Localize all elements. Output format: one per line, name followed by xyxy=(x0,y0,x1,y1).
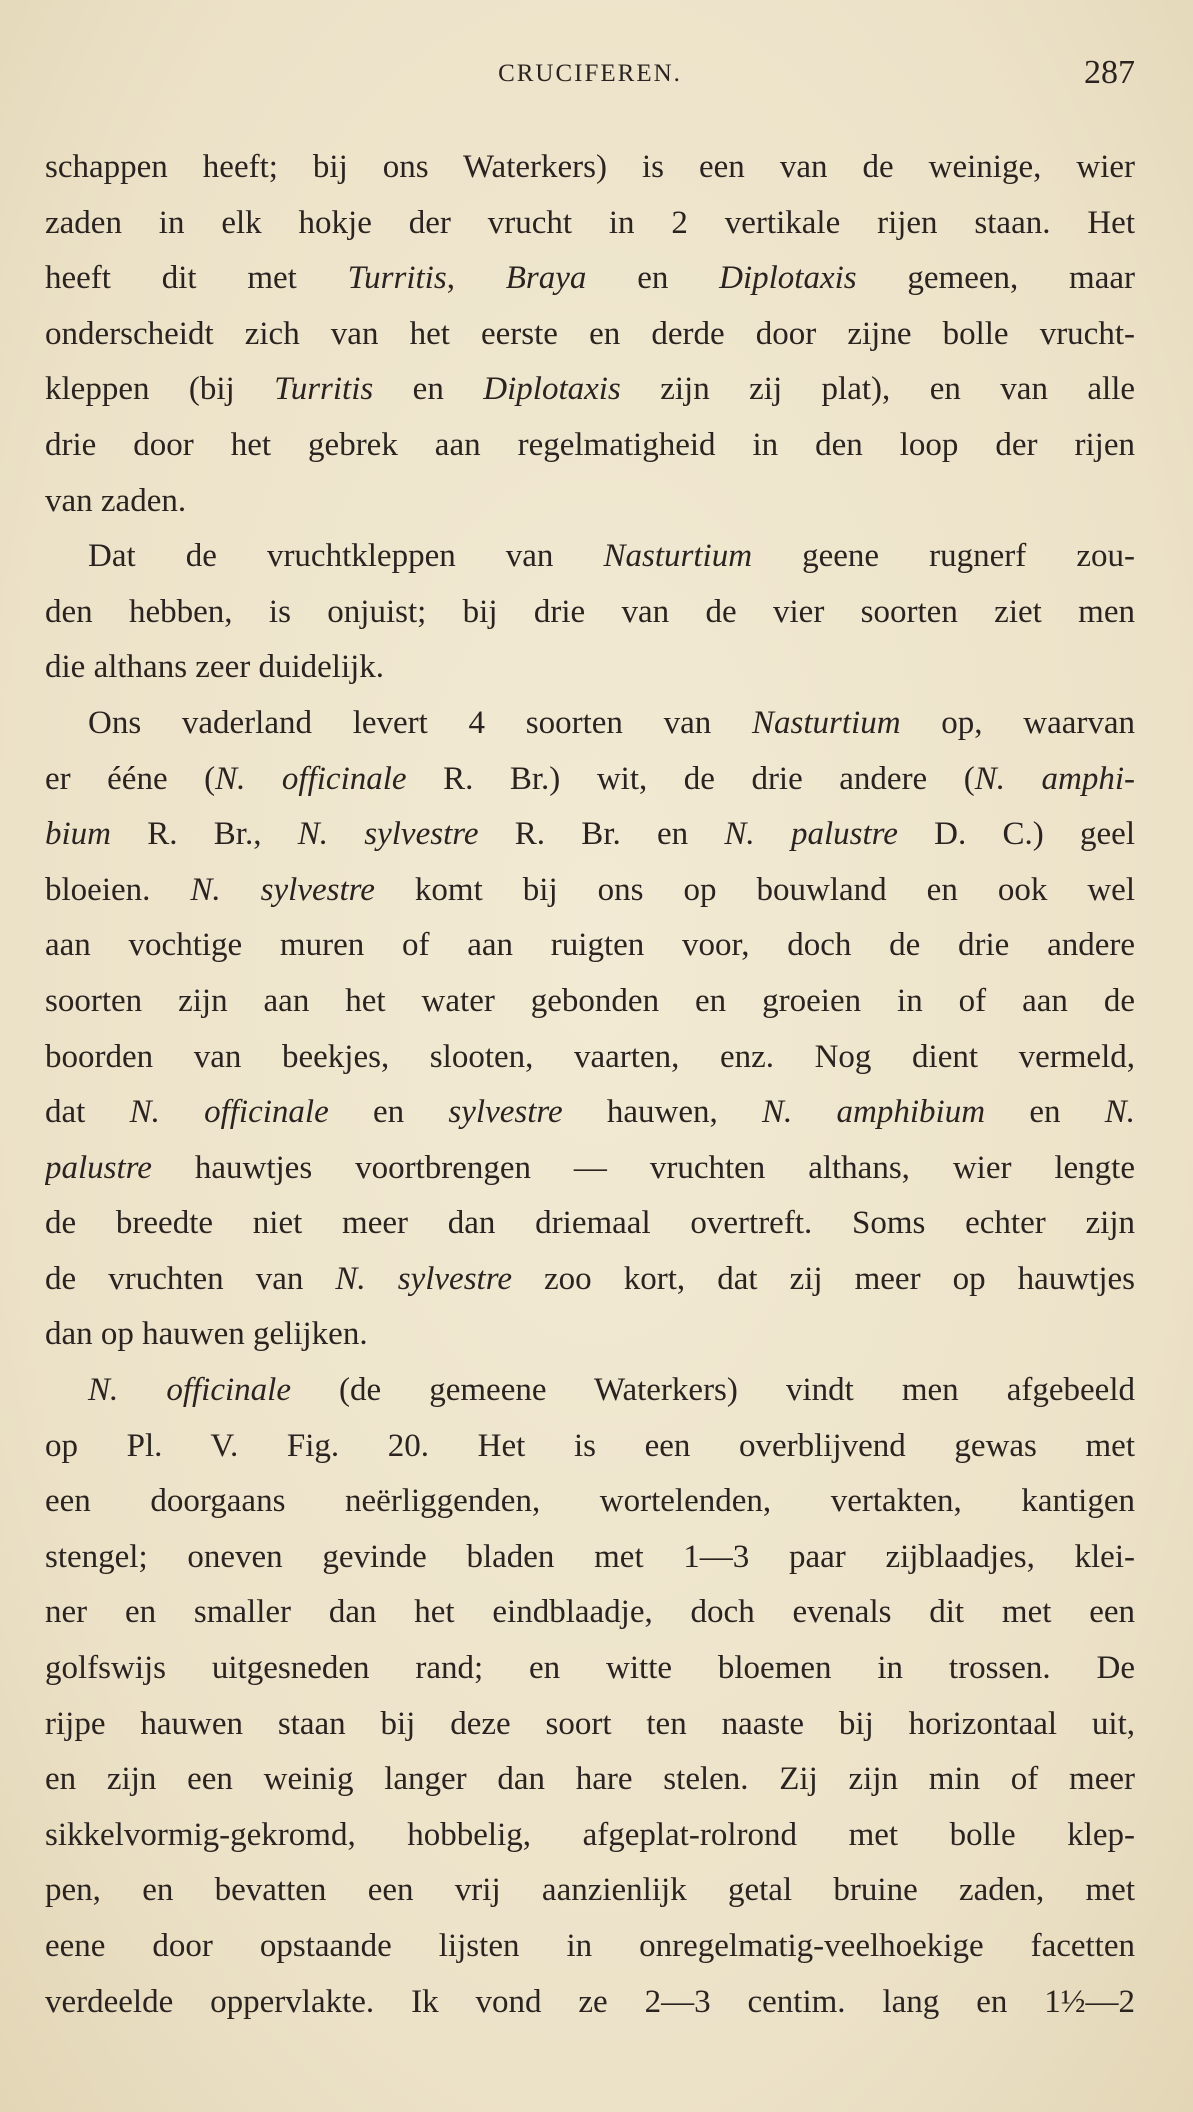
text-run: en xyxy=(985,1094,1105,1131)
text-run: stengel; oneven gevinde bladen met 1—3 paar zijblaadjes, klei- xyxy=(45,1538,1135,1575)
text-run: soorten zijn aan het water gebonden en groeien in of aan de xyxy=(45,982,1135,1019)
text-line xyxy=(45,1752,1135,1808)
text-run: D. C.) geel xyxy=(897,816,1135,853)
text-line xyxy=(45,1030,1135,1086)
text-run: rijpe hauwen staan bij deze soort ten naaste bij horizontaal uit, xyxy=(45,1705,1135,1742)
italic-text: Turritis xyxy=(274,371,374,408)
text-line xyxy=(45,585,1135,641)
text-run: er ééne ( xyxy=(45,760,216,797)
text-line xyxy=(45,1919,1135,1975)
italic-text: Diplotaxis xyxy=(483,371,621,408)
text-line xyxy=(45,863,1135,919)
text-run: hauwen, xyxy=(562,1094,763,1131)
text-line xyxy=(45,1585,1135,1641)
text-run: heeft dit met xyxy=(45,260,348,297)
text-run: zoo kort, dat zij meer op hauwtjes xyxy=(511,1260,1135,1297)
text-run: en xyxy=(373,371,484,408)
text-run: golfswijs uitgesneden rand; en witte bloemen in trossen. De xyxy=(45,1650,1135,1687)
text-line xyxy=(45,1474,1135,1530)
text-run: dan op hauwen gelijken. xyxy=(45,1316,368,1353)
text-run: kleppen (bij xyxy=(45,371,275,408)
text-line xyxy=(45,1808,1135,1864)
text-run: (de gemeene Waterkers) vindt men afgebeeld xyxy=(290,1372,1135,1409)
text-run: de breedte niet meer dan driemaal overtreft. Soms echter zijn xyxy=(45,1205,1135,1242)
text-run: Ons vaderland levert 4 soorten van xyxy=(88,704,752,741)
text-line xyxy=(45,752,1135,808)
text-line xyxy=(45,1141,1135,1197)
page-number: 287 xyxy=(1084,54,1135,91)
italic-text: N. sylvestre xyxy=(190,871,375,908)
italic-text: N. palustre xyxy=(724,816,898,853)
text-run: Dat de vruchtkleppen van xyxy=(88,538,604,575)
body-text xyxy=(45,140,1135,2030)
text-run: en xyxy=(328,1094,449,1131)
text-line xyxy=(45,1085,1135,1141)
text-run: die althans zeer duidelijk. xyxy=(45,649,385,686)
italic-text: N. sylvestre xyxy=(335,1260,512,1297)
text-line xyxy=(45,251,1135,307)
text-run: de vruchten van xyxy=(45,1260,336,1297)
text-run: R. Br. en xyxy=(478,816,725,853)
italic-text: N. amphibium xyxy=(762,1094,986,1131)
text-run: bloeien. xyxy=(45,871,191,908)
text-line xyxy=(45,418,1135,474)
text-run: R. Br., xyxy=(111,816,298,853)
italic-text: bium xyxy=(45,816,111,853)
text-run: onderscheidt zich van het eerste en derde door zijne bolle vrucht- xyxy=(45,315,1135,352)
text-line xyxy=(45,807,1135,863)
text-line xyxy=(45,1530,1135,1586)
text-run: sikkelvormig-gekromd, hobbelig, afgeplat-rolrond met bolle klep- xyxy=(45,1816,1135,1853)
text-run: zaden in elk hokje der vrucht in 2 vertikale rijen staan. Het xyxy=(45,204,1135,241)
italic-text: Nasturtium xyxy=(752,704,901,741)
text-line xyxy=(45,974,1135,1030)
text-line xyxy=(45,1419,1135,1475)
text-run: en zijn een weinig langer dan hare stelen. Zij zijn min of meer xyxy=(45,1761,1135,1798)
text-run: gemeen, maar xyxy=(856,260,1135,297)
text-line xyxy=(45,1196,1135,1252)
italic-text: sylvestre xyxy=(448,1094,563,1131)
text-line xyxy=(45,140,1135,196)
text-run: drie door het gebrek aan regelmatigheid in den loop der rijen xyxy=(45,426,1135,463)
text-run: verdeelde oppervlakte. Ik vond ze 2—3 centim. lang en 1½—2 xyxy=(45,1983,1135,2020)
italic-text: N. sylvestre xyxy=(297,816,479,853)
italic-text: Turritis xyxy=(347,260,447,297)
text-line xyxy=(45,1863,1135,1919)
italic-text: N. officinale xyxy=(88,1372,291,1409)
text-line xyxy=(45,640,1135,696)
text-line xyxy=(45,1975,1135,2031)
page-header xyxy=(45,54,1135,100)
italic-text: palustre xyxy=(45,1149,152,1186)
text-run: komt bij ons op bouwland en ook wel xyxy=(374,871,1135,908)
text-line xyxy=(45,529,1135,585)
text-run: R. Br.) wit, de drie andere ( xyxy=(406,760,975,797)
text-line xyxy=(45,918,1135,974)
text-line xyxy=(45,1363,1135,1419)
text-run: zijn zij plat), en van alle xyxy=(620,371,1135,408)
italic-text: Diplotaxis xyxy=(719,260,857,297)
text-run: eene door opstaande lijsten in onregelmatig-veelhoekige facetten xyxy=(45,1928,1135,1964)
text-line xyxy=(45,1697,1135,1753)
text-run: ner en smaller dan het eindblaadje, doch evenals dit met een xyxy=(45,1594,1135,1631)
text-line xyxy=(45,1252,1135,1308)
text-line xyxy=(45,474,1135,530)
text-line xyxy=(45,696,1135,752)
italic-text: N. officinale xyxy=(129,1094,329,1131)
text-run: geene rugnerf zou- xyxy=(752,538,1135,575)
text-run: den hebben, is onjuist; bij drie van de vier soorten ziet men xyxy=(45,593,1135,630)
text-run: op, waarvan xyxy=(900,704,1135,741)
text-run: pen, en bevatten een vrij aanzienlijk getal bruine zaden, met xyxy=(45,1872,1135,1909)
italic-text: Nasturtium xyxy=(603,538,753,575)
text-run: en xyxy=(586,260,720,297)
text-run: van zaden. xyxy=(45,482,187,519)
italic-text: N. amphi- xyxy=(974,760,1135,797)
text-run: schappen heeft; bij ons Waterkers) is een van de weinige, wier xyxy=(45,149,1135,185)
text-line xyxy=(45,307,1135,363)
italic-text: Braya xyxy=(505,260,587,297)
running-head: CRUCIFEREN. xyxy=(498,60,682,87)
text-run: hauwtjes voortbrengen — vruchten althans, wier lengte xyxy=(151,1149,1135,1186)
text-run: een doorgaans neërliggenden, wortelenden, vertakten, kantigen xyxy=(45,1483,1135,1520)
text-run: boorden van beekjes, slooten, vaarten, enz. Nog dient vermeld, xyxy=(45,1038,1135,1075)
text-line xyxy=(45,1641,1135,1697)
italic-text: N. officinale xyxy=(215,760,407,797)
text-run: dat xyxy=(45,1094,130,1131)
text-run: , xyxy=(446,260,506,297)
text-run: aan vochtige muren of aan ruigten voor, doch de drie andere xyxy=(45,927,1135,964)
text-line xyxy=(45,1307,1135,1363)
text-run: op Pl. V. Fig. 20. Het is een overblijvend gewas met xyxy=(45,1427,1135,1464)
italic-text: N. xyxy=(1104,1094,1135,1131)
text-line xyxy=(45,196,1135,252)
text-line xyxy=(45,362,1135,418)
